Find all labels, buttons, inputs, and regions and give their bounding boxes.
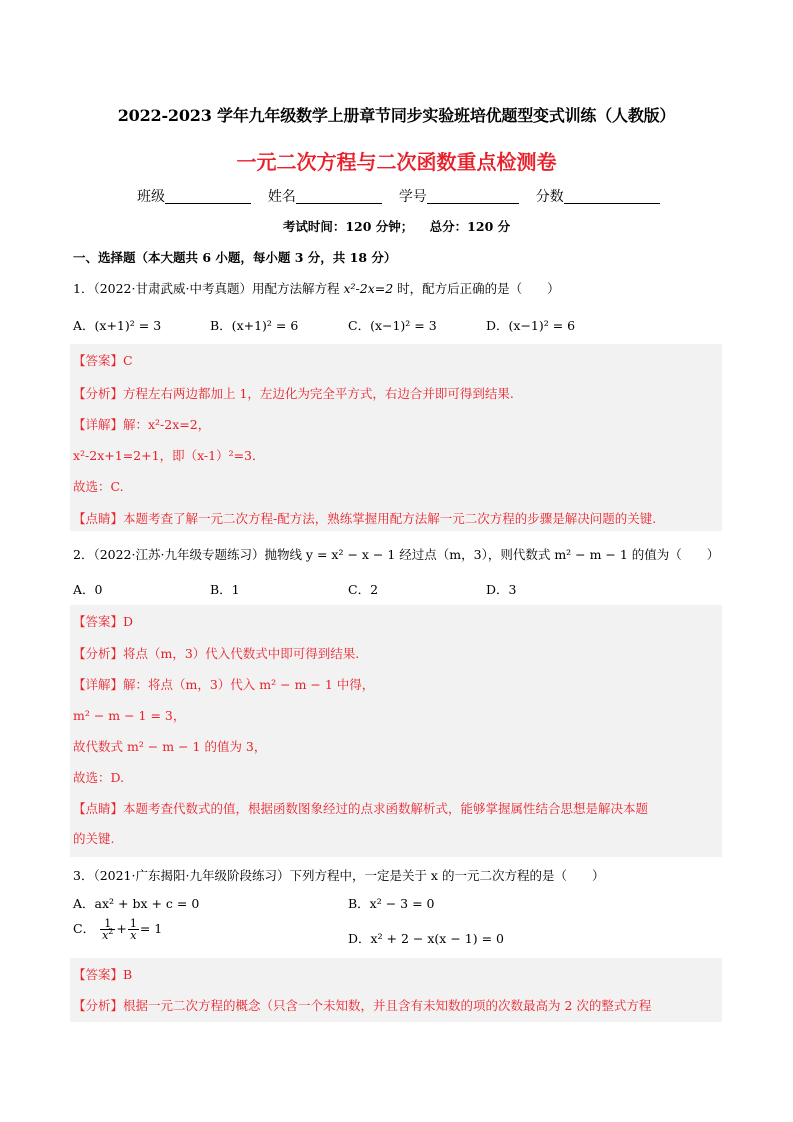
fraction-1-over-x: $\frac{1}{x}$ xyxy=(129,917,137,942)
q2-answer-box xyxy=(70,605,722,857)
field-number-label: 学号 xyxy=(398,189,427,205)
question-1-stem xyxy=(73,279,560,297)
q3-option-b[interactable]: B．x² − 3 = 0 xyxy=(348,896,435,911)
q3-option-c-tail: = 1 xyxy=(139,921,163,936)
q2-option-b[interactable]: B．1 xyxy=(210,582,240,597)
q1-option-b[interactable]: B．(x+1)² = 6 xyxy=(210,318,299,333)
q1-comment: 【点睛】本题考查了解一元二次方程-配方法，熟练掌握用配方法解一元二次方程的步骤是解决问题的关键. xyxy=(73,511,657,526)
question-3-stem: 3．（2021·广东揭阳·九年级阶段练习）下列方程中，一定是关于 x 的一元二次方程的是（ ） xyxy=(73,868,605,883)
q1-stem-equation: x²-2x=2 xyxy=(343,281,394,296)
field-class-blank[interactable] xyxy=(165,189,251,204)
q1-analysis: 【分析】方程左右两边都加上 1，左边化为完全平方式，右边合并即可得到结果. xyxy=(73,386,514,401)
q2-choose: 故选：D. xyxy=(73,770,125,785)
q1-detail-2: x²-2x+1=2+1，即（x-1）²=3． xyxy=(73,448,265,463)
total-score: 总分：120 分 xyxy=(429,219,511,234)
q2-answer: 【答案】D xyxy=(73,614,134,629)
section-heading: 一、选择题（本大题共 6 小题，每小题 3 分，共 18 分） xyxy=(73,250,397,265)
q1-stem-prefix: 1．（2022·甘肃武威·中考真题）用配方法解方程 xyxy=(73,281,340,296)
q1-choose: 故选：C. xyxy=(73,479,124,494)
q3-option-c-label: C． xyxy=(73,921,96,936)
document-title: 2022-2023 学年九年级数学上册章节同步实验班培优题型变式训练（人教版） xyxy=(117,106,676,125)
q2-option-a[interactable]: A．0 xyxy=(73,582,103,597)
q3-answer: 【答案】B xyxy=(73,967,133,982)
q3-option-a[interactable]: A．ax² + bx + c = 0 xyxy=(73,896,200,911)
field-number-blank[interactable] xyxy=(427,189,519,204)
field-class-label: 班级 xyxy=(137,189,165,205)
q2-option-d[interactable]: D．3 xyxy=(486,582,517,597)
q1-option-c[interactable]: C．(x−1)² = 3 xyxy=(348,318,437,333)
student-info-row xyxy=(137,186,660,206)
document-subtitle: 一元二次方程与二次函数重点检测卷 xyxy=(236,150,557,174)
q1-detail-1: 【详解】解：x²-2x=2， xyxy=(73,417,211,432)
field-name-blank[interactable] xyxy=(296,189,382,204)
q1-option-a[interactable]: A．(x+1)² = 3 xyxy=(73,318,162,333)
exam-time: 考试时间：120 分钟； xyxy=(282,219,414,234)
q1-stem-suffix: 时，配方后正确的是（ ） xyxy=(397,281,560,296)
q1-option-d[interactable]: D．(x−1)² = 6 xyxy=(486,318,576,333)
q3-option-c[interactable]: C． $\frac{1}{x^2}$ + $\frac{1}{x}$ = 1 xyxy=(73,917,163,942)
q2-option-c[interactable]: C．2 xyxy=(348,582,379,597)
q1-answer-box xyxy=(70,344,722,531)
q2-analysis: 【分析】将点（m，3）代入代数式中即可得到结果. xyxy=(73,646,360,661)
field-score-blank[interactable] xyxy=(564,189,660,204)
q3-option-d[interactable]: D．x² + 2 − x(x − 1) = 0 xyxy=(348,931,504,946)
q2-detail-1: 【详解】解：将点（m，3）代入 m² − m − 1 中得， xyxy=(73,677,375,692)
q2-comment-1: 【点睛】本题考查代数式的值，根据函数图象经过的点求函数解析式，能够掌握属性结合思想是解决本题 xyxy=(73,801,649,816)
exam-info xyxy=(0,217,793,235)
q3-analysis: 【分析】根据一元二次方程的概念（只含一个未知数，并且含有未知数的项的次数最高为 2 次的整式方程 xyxy=(73,998,652,1013)
field-score-label: 分数 xyxy=(535,189,564,205)
q2-comment-2: 的关键. xyxy=(73,831,115,846)
q2-detail-3: 故代数式 m² − m − 1 的值为 3， xyxy=(73,739,267,754)
q1-answer: 【答案】C xyxy=(73,353,133,368)
question-2-stem: 2．（2022·江苏·九年级专题练习）抛物线 y = x² − x − 1 经过点（m，3），则代数式 m² − m − 1 的值为（ ） xyxy=(73,547,720,562)
field-name-label: 姓名 xyxy=(267,189,296,205)
fraction-1-over-x2: $\frac{1}{x^2}$ xyxy=(102,917,114,942)
q2-detail-2: m² − m − 1 = 3， xyxy=(73,708,186,723)
